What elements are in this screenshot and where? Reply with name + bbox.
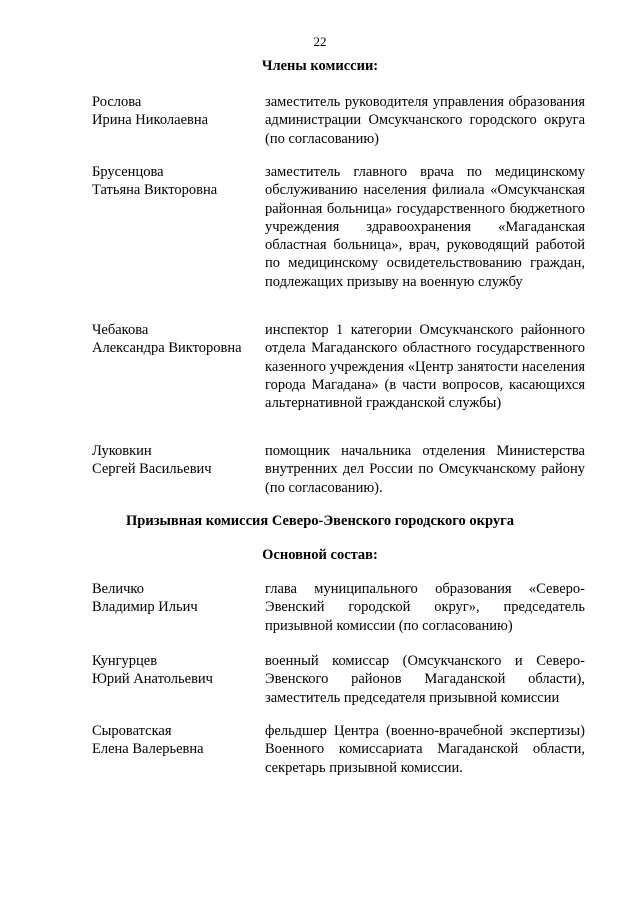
member-role: заместитель главного врача по медицинскому обслуживанию населения филиала «Омсукчанская районная больница» государственного бюджетного учреждения здравоохранения «Магаданская областная больница», врач, руководящий работой по медицинскому освидетельствованию граждан, подлежащих призыву на военную службу bbox=[265, 164, 585, 290]
members-heading: Члены комиссии: bbox=[261, 58, 379, 74]
member-role: инспектор 1 категории Омсукчанского районного отдела Магаданского областного государственного казенного учреждения «Центр занятости населения города Магадана» (в части вопросов, касающихся альтернативной гражданской службы) bbox=[265, 322, 585, 412]
member-given-name: Ирина Николаевна bbox=[92, 112, 209, 128]
page-number: 22 bbox=[313, 34, 327, 49]
member-given-name: Татьяна Викторовна bbox=[92, 182, 218, 198]
member-name bbox=[92, 652, 262, 688]
member-given-name: Владимир Ильич bbox=[92, 599, 198, 615]
member-surname: Сыроватская bbox=[92, 723, 172, 739]
member-surname: Брусенцова bbox=[92, 164, 164, 180]
member-name bbox=[92, 580, 262, 616]
member-name bbox=[92, 163, 262, 199]
member-given-name: Сергей Васильевич bbox=[92, 461, 212, 477]
member-given-name: Елена Валерьевна bbox=[92, 741, 204, 757]
member-surname: Луковкин bbox=[92, 443, 152, 459]
member-name bbox=[92, 321, 262, 357]
member-role: военный комиссар (Омсукчанского и Северо-Эвенского районов Магаданской области), заместитель председателя призывной комиссии bbox=[265, 653, 585, 706]
member-surname: Рослова bbox=[92, 94, 142, 110]
member-role: помощник начальника отделения Министерства внутренних дел России по Омсукчанскому району (по согласованию). bbox=[265, 443, 585, 496]
member-role: фельдшер Центра (военно-врачебной экспертизы) Военного комиссариата Магаданской области, секретарь призывной комиссии. bbox=[265, 723, 585, 776]
member-role: глава муниципального образования «Северо-Эвенский городской округ», председатель призывной комиссии (по согласованию) bbox=[265, 581, 585, 634]
main-composition-heading: Основной состав: bbox=[262, 547, 378, 563]
member-name bbox=[92, 93, 262, 129]
member-surname: Кунгурцев bbox=[92, 653, 158, 669]
member-surname: Величко bbox=[92, 581, 144, 597]
member-name bbox=[92, 722, 262, 758]
member-name bbox=[92, 442, 262, 478]
member-given-name: Юрий Анатольевич bbox=[92, 671, 213, 687]
member-role: заместитель руководителя управления образования администрации Омсукчанского городского округа (по согласованию) bbox=[265, 94, 585, 147]
member-surname: Чебакова bbox=[92, 322, 149, 338]
commission-heading: Призывная комиссия Северо-Эвенского городского округа bbox=[126, 513, 514, 529]
member-given-name: Александра Викторовна bbox=[92, 340, 242, 356]
